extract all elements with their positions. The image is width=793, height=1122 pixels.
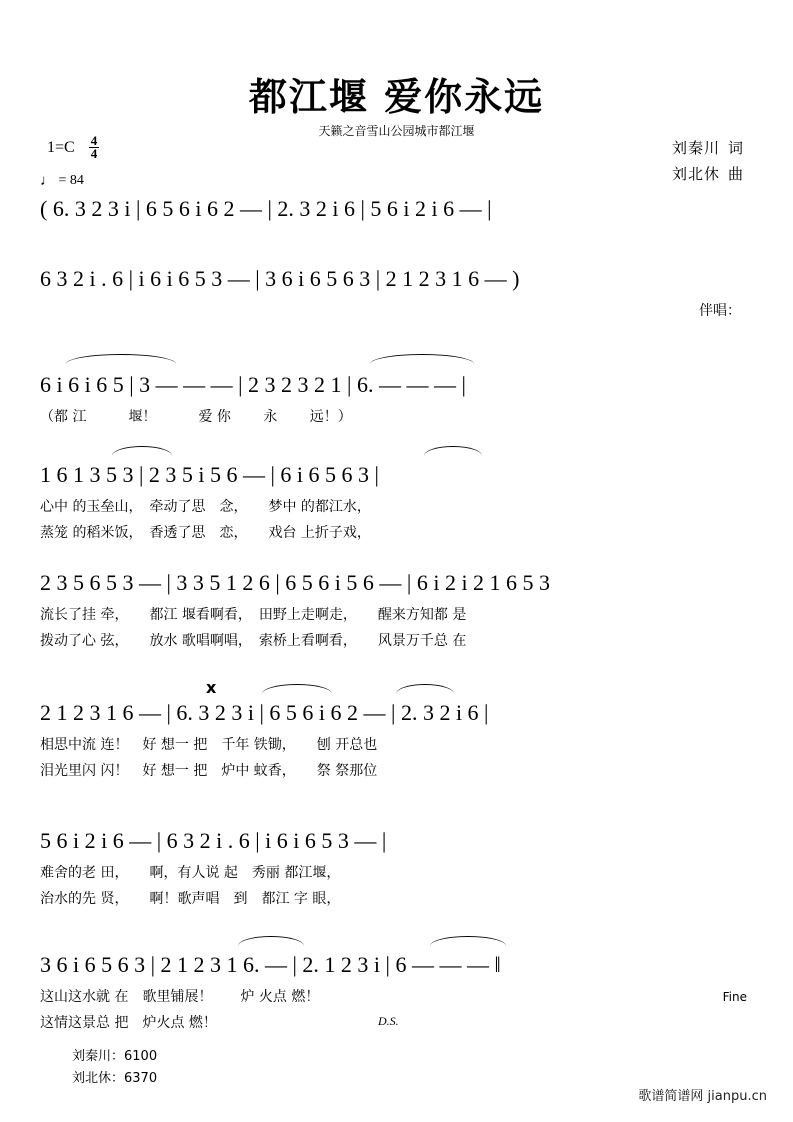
page-title: 都江堰 爱你永远 xyxy=(248,75,545,119)
footer-contact-composer: 刘北休：6370 xyxy=(72,1071,158,1086)
lyrics-verse-1-line-2: 蒸笼 的稻米饭， 香透了思 恋， 戏台 上折子戏， xyxy=(40,525,371,541)
time-signature-numerator: 4 xyxy=(90,133,98,148)
footer-contact-lyricist: 刘秦川：6100 xyxy=(72,1049,158,1064)
slur-mark xyxy=(262,684,332,694)
site-logo-url: jianpu.cn xyxy=(707,1089,767,1104)
lyrics-chorus-intro: （都 江 堰！ 爱 你 永 远！） xyxy=(40,409,352,425)
lyrics-verse-2-line-2: 拨动了心 弦， 放水 歌唱啊唱， 索桥上看啊看， 风景万千总 在 xyxy=(40,633,467,649)
credit-composer xyxy=(672,161,743,187)
lyrics-verse-2-line-1: 流长了挂 牵， 都江 堰看啊看， 田野上走啊走， 醒来方知都 是 xyxy=(40,607,467,623)
notes-intro-2: 6 3 2 i . 6 | i 6 i 6 5 3 — | 3 6 i 6 5 6 3 | 2 1 2 3 1 6 — ) xyxy=(40,266,520,291)
credit-lyricist xyxy=(672,135,743,161)
composer-name: 刘北休 xyxy=(671,165,720,183)
notes-verse-5: 3 6 i 6 5 6 3 | 2 1 2 3 1 6. — | 2. 1 2 3 i | 6 — — — ‖ xyxy=(40,952,501,977)
slur-mark xyxy=(238,936,304,946)
credits xyxy=(672,135,743,187)
lyrics-verse-4-line-1: 难舍的老 田， 啊，有人说 起 秀丽 都江堰， xyxy=(40,865,341,881)
tempo-marking xyxy=(40,172,84,189)
site-logo-name: 歌谱简谱网 xyxy=(638,1089,704,1104)
footer-contacts xyxy=(72,1046,157,1090)
slur-mark xyxy=(66,354,176,364)
lyrics-verse-3-line-2: 泪光里闪 闪！ 好 想一 把 炉中 蚊香， 祭 祭那位 xyxy=(40,763,378,779)
lyrics-verse-1-line-1: 心中 的玉垒山， 牵动了思 念， 梦中 的都江水， xyxy=(40,499,371,515)
segno-icon: x xyxy=(206,678,217,697)
lyricist-role: 词 xyxy=(727,139,743,157)
slur-mark xyxy=(370,354,474,364)
slur-mark xyxy=(430,936,506,946)
notes-verse-1: 1 6 1 3 5 3 | 2 3 5 i 5 6 — | 6 i 6 5 6 3 | xyxy=(40,462,379,487)
lyrics-verse-3-line-1: 相思中流 连！ 好 想一 把 千年 铁锄， 刨 开总也 xyxy=(40,737,378,753)
lyricist-name: 刘秦川 xyxy=(671,139,720,157)
notes-verse-3: 2 1 2 3 1 6 — | 6. 3 2 3 i | 6 5 6 i 6 2 — | 2. 3 2 i 6 | xyxy=(40,700,489,725)
key-signature xyxy=(47,133,99,161)
slur-mark xyxy=(112,446,172,456)
composer-role: 曲 xyxy=(727,165,743,183)
notes-intro-1: ( 6. 3 2 3 i | 6 5 6 i 6 2 — | 2. 3 2 i 6 | 5 6 i 2 i 6 — | xyxy=(40,196,492,221)
banchang-mark: 伴唱： xyxy=(699,303,741,319)
ds-mark: D.S. xyxy=(378,1014,399,1028)
notes-verse-2: 2 3 5 6 5 3 — | 3 3 5 1 2 6 | 6 5 6 i 5 6 — | 6 i 2 i 2 1 6 5 3 xyxy=(40,570,551,595)
lyrics-verse-4-line-2: 治水的先 贤， 啊！歌声唱 到 都江 字 眼， xyxy=(40,891,341,907)
tempo-value: = 84 xyxy=(58,173,84,188)
lyrics-verse-5-line-1: 这山这水就 在 歌里铺展！ 炉 火点 燃！ xyxy=(40,989,320,1005)
slur-mark xyxy=(424,446,482,456)
key-signature-text: 1=C xyxy=(47,139,75,157)
slur-mark xyxy=(396,684,454,694)
page-subtitle: 天籁之音雪山公园城市都江堰 xyxy=(318,124,475,138)
quarter-note-icon: ♩ xyxy=(40,173,55,189)
time-signature-denominator: 4 xyxy=(90,146,98,161)
fine-mark: Fine xyxy=(722,990,747,1004)
time-signature xyxy=(89,135,100,160)
site-logo[interactable] xyxy=(638,1085,767,1104)
lyrics-verse-5-line-2: 这情这景总 把 炉火点 燃！ xyxy=(40,1015,217,1031)
notes-chorus-intro: 6 i 6 i 6 5 | 3 — — — | 2 3 2 3 2 1 | 6. — — — | xyxy=(40,372,466,397)
notes-verse-4: 5 6 i 2 i 6 — | 6 3 2 i . 6 | i 6 i 6 5 3 — | xyxy=(40,828,387,853)
